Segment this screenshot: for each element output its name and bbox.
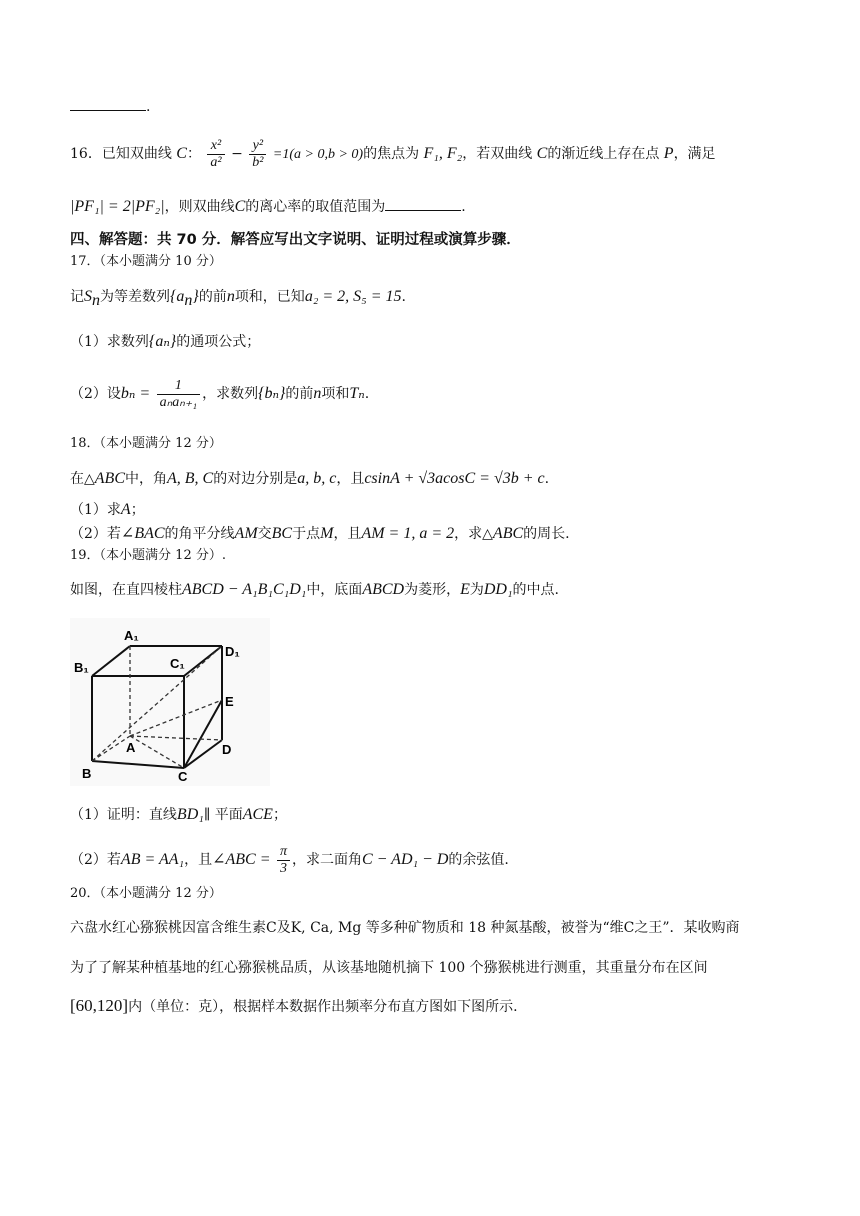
label-c1: C₁ bbox=[170, 656, 185, 671]
q18-part2-bc: BC bbox=[271, 525, 293, 542]
label-a1: A₁ bbox=[124, 628, 139, 643]
q18-stem-end: . bbox=[544, 471, 550, 487]
q19-part2-angle: ∠ABC = bbox=[212, 851, 271, 868]
q19-title: 19．（本小题满分 12 分）. bbox=[70, 548, 226, 563]
q16-curve-label-3: C bbox=[234, 198, 246, 215]
q19-part1 bbox=[70, 805, 287, 825]
q18-part2-mid5: ，求△ bbox=[454, 526, 493, 542]
q17-part1-prefix: （1）求数列 bbox=[70, 334, 149, 350]
q19-stem-end: 的中点. bbox=[512, 582, 559, 598]
q18-part2-prefix: （2）若 bbox=[70, 526, 121, 542]
q17-stem-prefix: 记 bbox=[70, 289, 84, 305]
q16-answer-blank bbox=[385, 196, 461, 211]
q19-part2-mid: ，且 bbox=[184, 852, 213, 868]
q20-line3-rest: 内（单位：克），根据样本数据作出频率分布直方图如下图所示. bbox=[128, 999, 518, 1015]
q19-part2-given: AB = AA₁ bbox=[120, 851, 185, 868]
q19-prism: ABCD − A₁B₁C₁D₁ bbox=[182, 581, 307, 598]
label-c: C bbox=[178, 769, 188, 784]
q19-stem bbox=[70, 580, 559, 600]
q19-part2 bbox=[70, 840, 509, 880]
q17-an-sub: n bbox=[184, 291, 193, 309]
q17-part1 bbox=[70, 332, 260, 352]
q17-part2-prefix: （2）设 bbox=[70, 386, 121, 402]
q18-part2-end: 的周长. bbox=[523, 526, 570, 542]
section4-heading: 四、解答题：共 70 分．解答应写出文字说明、证明过程或演算步骤． bbox=[70, 232, 521, 248]
q19-stem-prefix: 如图，在直四棱柱 bbox=[70, 582, 182, 598]
q17-part2-bn: bₙ = bbox=[120, 385, 151, 402]
q18-stem-prefix: 在△ bbox=[70, 471, 95, 487]
q18-stem-mid: 中，角 bbox=[125, 471, 167, 487]
q16-period: . bbox=[461, 199, 466, 215]
q18-part2 bbox=[70, 524, 570, 544]
q19-base: ABCD bbox=[362, 581, 405, 598]
q17-part1-end: 的通项公式； bbox=[176, 334, 261, 350]
q19-part2-dihedral: C − AD₁ − D bbox=[361, 851, 449, 868]
q17-an-close: } bbox=[192, 288, 199, 305]
q18-stem-mid3: ，且 bbox=[336, 471, 365, 487]
q17-part2-mid: ，求数列 bbox=[202, 386, 259, 402]
q16-mid: 的焦点为 bbox=[363, 146, 420, 162]
q16-frac-y bbox=[249, 138, 266, 171]
q15-period: . bbox=[146, 99, 151, 115]
q16-end: ，满足 bbox=[673, 146, 716, 162]
q17-stem bbox=[70, 287, 406, 311]
q17-part2-num: 1 bbox=[157, 378, 200, 395]
q19-part2-num: π bbox=[277, 844, 290, 861]
q18-angles: A, B, C bbox=[167, 470, 214, 487]
q17-part2-end: . bbox=[364, 386, 370, 402]
q16-number: 16． bbox=[70, 146, 102, 162]
label-b: B bbox=[82, 766, 92, 781]
q17-part2-tn: Tₙ bbox=[349, 385, 365, 402]
q16-line2-text: ，则双曲线 bbox=[164, 199, 235, 215]
q19-prism-figure bbox=[70, 618, 270, 786]
q16-point: P bbox=[663, 145, 674, 162]
q18-title: 18．（本小题满分 12 分） bbox=[70, 436, 222, 451]
q20-line2: 为了了解某种植基地的红心猕猴桃品质，从该基地随机摘下 100 个猕猴桃进行测重，其重量分布在区间 bbox=[70, 960, 708, 976]
label-e: E bbox=[225, 694, 234, 709]
q16-curve-label: C bbox=[176, 145, 187, 162]
q19-part2-prefix: （2）若 bbox=[70, 852, 121, 868]
q19-part1-end: ； bbox=[272, 807, 287, 823]
q20-interval: [60,120] bbox=[70, 996, 129, 1015]
q16-frac-x-num: x² bbox=[207, 138, 224, 155]
q17-part2-mid3: 项和 bbox=[321, 386, 350, 402]
q16-colon: ： bbox=[186, 146, 201, 162]
q17-part2-n: n bbox=[313, 385, 322, 402]
q18-stem-mid2: 的对边分别是 bbox=[213, 471, 298, 487]
label-d: D bbox=[222, 742, 232, 757]
q18-abc: ABC bbox=[94, 470, 125, 487]
q17-sn-sub: n bbox=[92, 291, 100, 309]
q19-part2-end: 的余弦值. bbox=[448, 852, 509, 868]
q16-text: 已知双曲线 bbox=[101, 146, 172, 162]
q19-part2-den: 3 bbox=[279, 860, 287, 876]
q16-frac-y-den: b² bbox=[252, 154, 264, 170]
q19-part2-mid2: ，求二面角 bbox=[291, 852, 362, 868]
q16-frac-x bbox=[207, 138, 224, 171]
q17-part2-seq: {bₙ} bbox=[258, 385, 286, 402]
q16-line1 bbox=[70, 134, 716, 174]
q16-foci: F₁, F₂ bbox=[423, 145, 463, 162]
q19-stem-mid3: 为 bbox=[469, 582, 484, 598]
q17-part1-seq: {aₙ} bbox=[148, 333, 177, 350]
q19-part1-mid: ∥ 平面 bbox=[203, 807, 243, 823]
q18-part2-mid3: 于点 bbox=[292, 526, 321, 542]
q17-part2 bbox=[70, 374, 369, 414]
q15-answer-line bbox=[70, 96, 150, 117]
label-d1: D₁ bbox=[225, 644, 240, 659]
q18-stem bbox=[70, 469, 549, 489]
q19-stem-mid2: 为菱形， bbox=[404, 582, 461, 598]
q16-minus: − bbox=[231, 146, 243, 162]
q19-part1-bd1: BD₁ bbox=[176, 806, 204, 823]
q18-part2-mid4: ，且 bbox=[333, 526, 362, 542]
q16-equation-tail: =1(a > 0,b > 0) bbox=[272, 147, 364, 162]
q18-part2-m: M bbox=[320, 525, 334, 542]
q19-dd1: DD₁ bbox=[483, 581, 513, 598]
q16-condition: |PF₁| = 2|PF₂| bbox=[70, 198, 165, 215]
q19-part2-frac bbox=[277, 844, 290, 877]
q17-an: {a bbox=[170, 288, 185, 305]
q17-given: a₂ = 2, S₅ = 15 bbox=[304, 288, 402, 305]
q18-part2-abc: ABC bbox=[492, 525, 524, 542]
q18-part2-am: AM bbox=[234, 525, 258, 542]
q17-part2-den: aₙaₙ₊₁ bbox=[159, 394, 198, 410]
q15-answer-blank bbox=[70, 96, 146, 111]
q19-part1-prefix: （1）证明：直线 bbox=[70, 807, 177, 823]
q16-curve-label-2: C bbox=[536, 145, 548, 162]
q18-part2-angle: ∠BAC bbox=[120, 525, 165, 542]
label-a: A bbox=[126, 740, 136, 755]
q16-mid3: 的渐近线上存在点 bbox=[547, 146, 660, 162]
q19-part1-ace: ACE bbox=[242, 806, 273, 823]
q20-title: 20．（本小题满分 12 分） bbox=[70, 886, 222, 901]
q16-line2-end: 的离心率的取值范围为 bbox=[245, 199, 386, 215]
q17-sn: S bbox=[84, 288, 92, 305]
q16-frac-x-den: a² bbox=[210, 154, 222, 170]
q18-equation: csinA + √3acosC = √3b + c bbox=[364, 470, 545, 487]
q17-title: 17．（本小题满分 10 分） bbox=[70, 254, 222, 269]
q17-n: n bbox=[226, 288, 235, 305]
q18-part2-mid2: 交 bbox=[257, 526, 272, 542]
q18-part1-a: A bbox=[120, 501, 131, 518]
q19-stem-mid: 中，底面 bbox=[306, 582, 363, 598]
q17-part2-mid2: 的前 bbox=[285, 386, 314, 402]
q18-part2-mid: 的角平分线 bbox=[164, 526, 235, 542]
q18-part1-prefix: （1）求 bbox=[70, 502, 121, 518]
q17-stem-end: . bbox=[401, 289, 406, 305]
q18-part1 bbox=[70, 500, 145, 520]
q17-stem-mid3: 项和，已知 bbox=[234, 289, 305, 305]
q20-line1: 六盘水红心猕猴桃因富含维生素C及K, Ca, Mg 等多种矿物质和 18 种氮基酸，被誉为“维C之王”．某收购商 bbox=[70, 920, 740, 936]
q18-part2-given: AM = 1, a = 2 bbox=[361, 525, 455, 542]
q17-part2-frac bbox=[157, 378, 200, 411]
q18-part1-end: ； bbox=[130, 502, 145, 518]
q20-line3 bbox=[70, 996, 518, 1017]
q17-stem-mid2: 的前 bbox=[198, 289, 227, 305]
label-b1: B₁ bbox=[74, 660, 89, 675]
q16-frac-y-num: y² bbox=[249, 138, 266, 155]
q16-mid2: ，若双曲线 bbox=[462, 146, 533, 162]
q18-sides: a, b, c bbox=[297, 470, 337, 487]
q19-e: E bbox=[460, 581, 470, 598]
q17-stem-mid: 为等差数列 bbox=[100, 289, 170, 305]
q16-line2 bbox=[70, 196, 466, 217]
